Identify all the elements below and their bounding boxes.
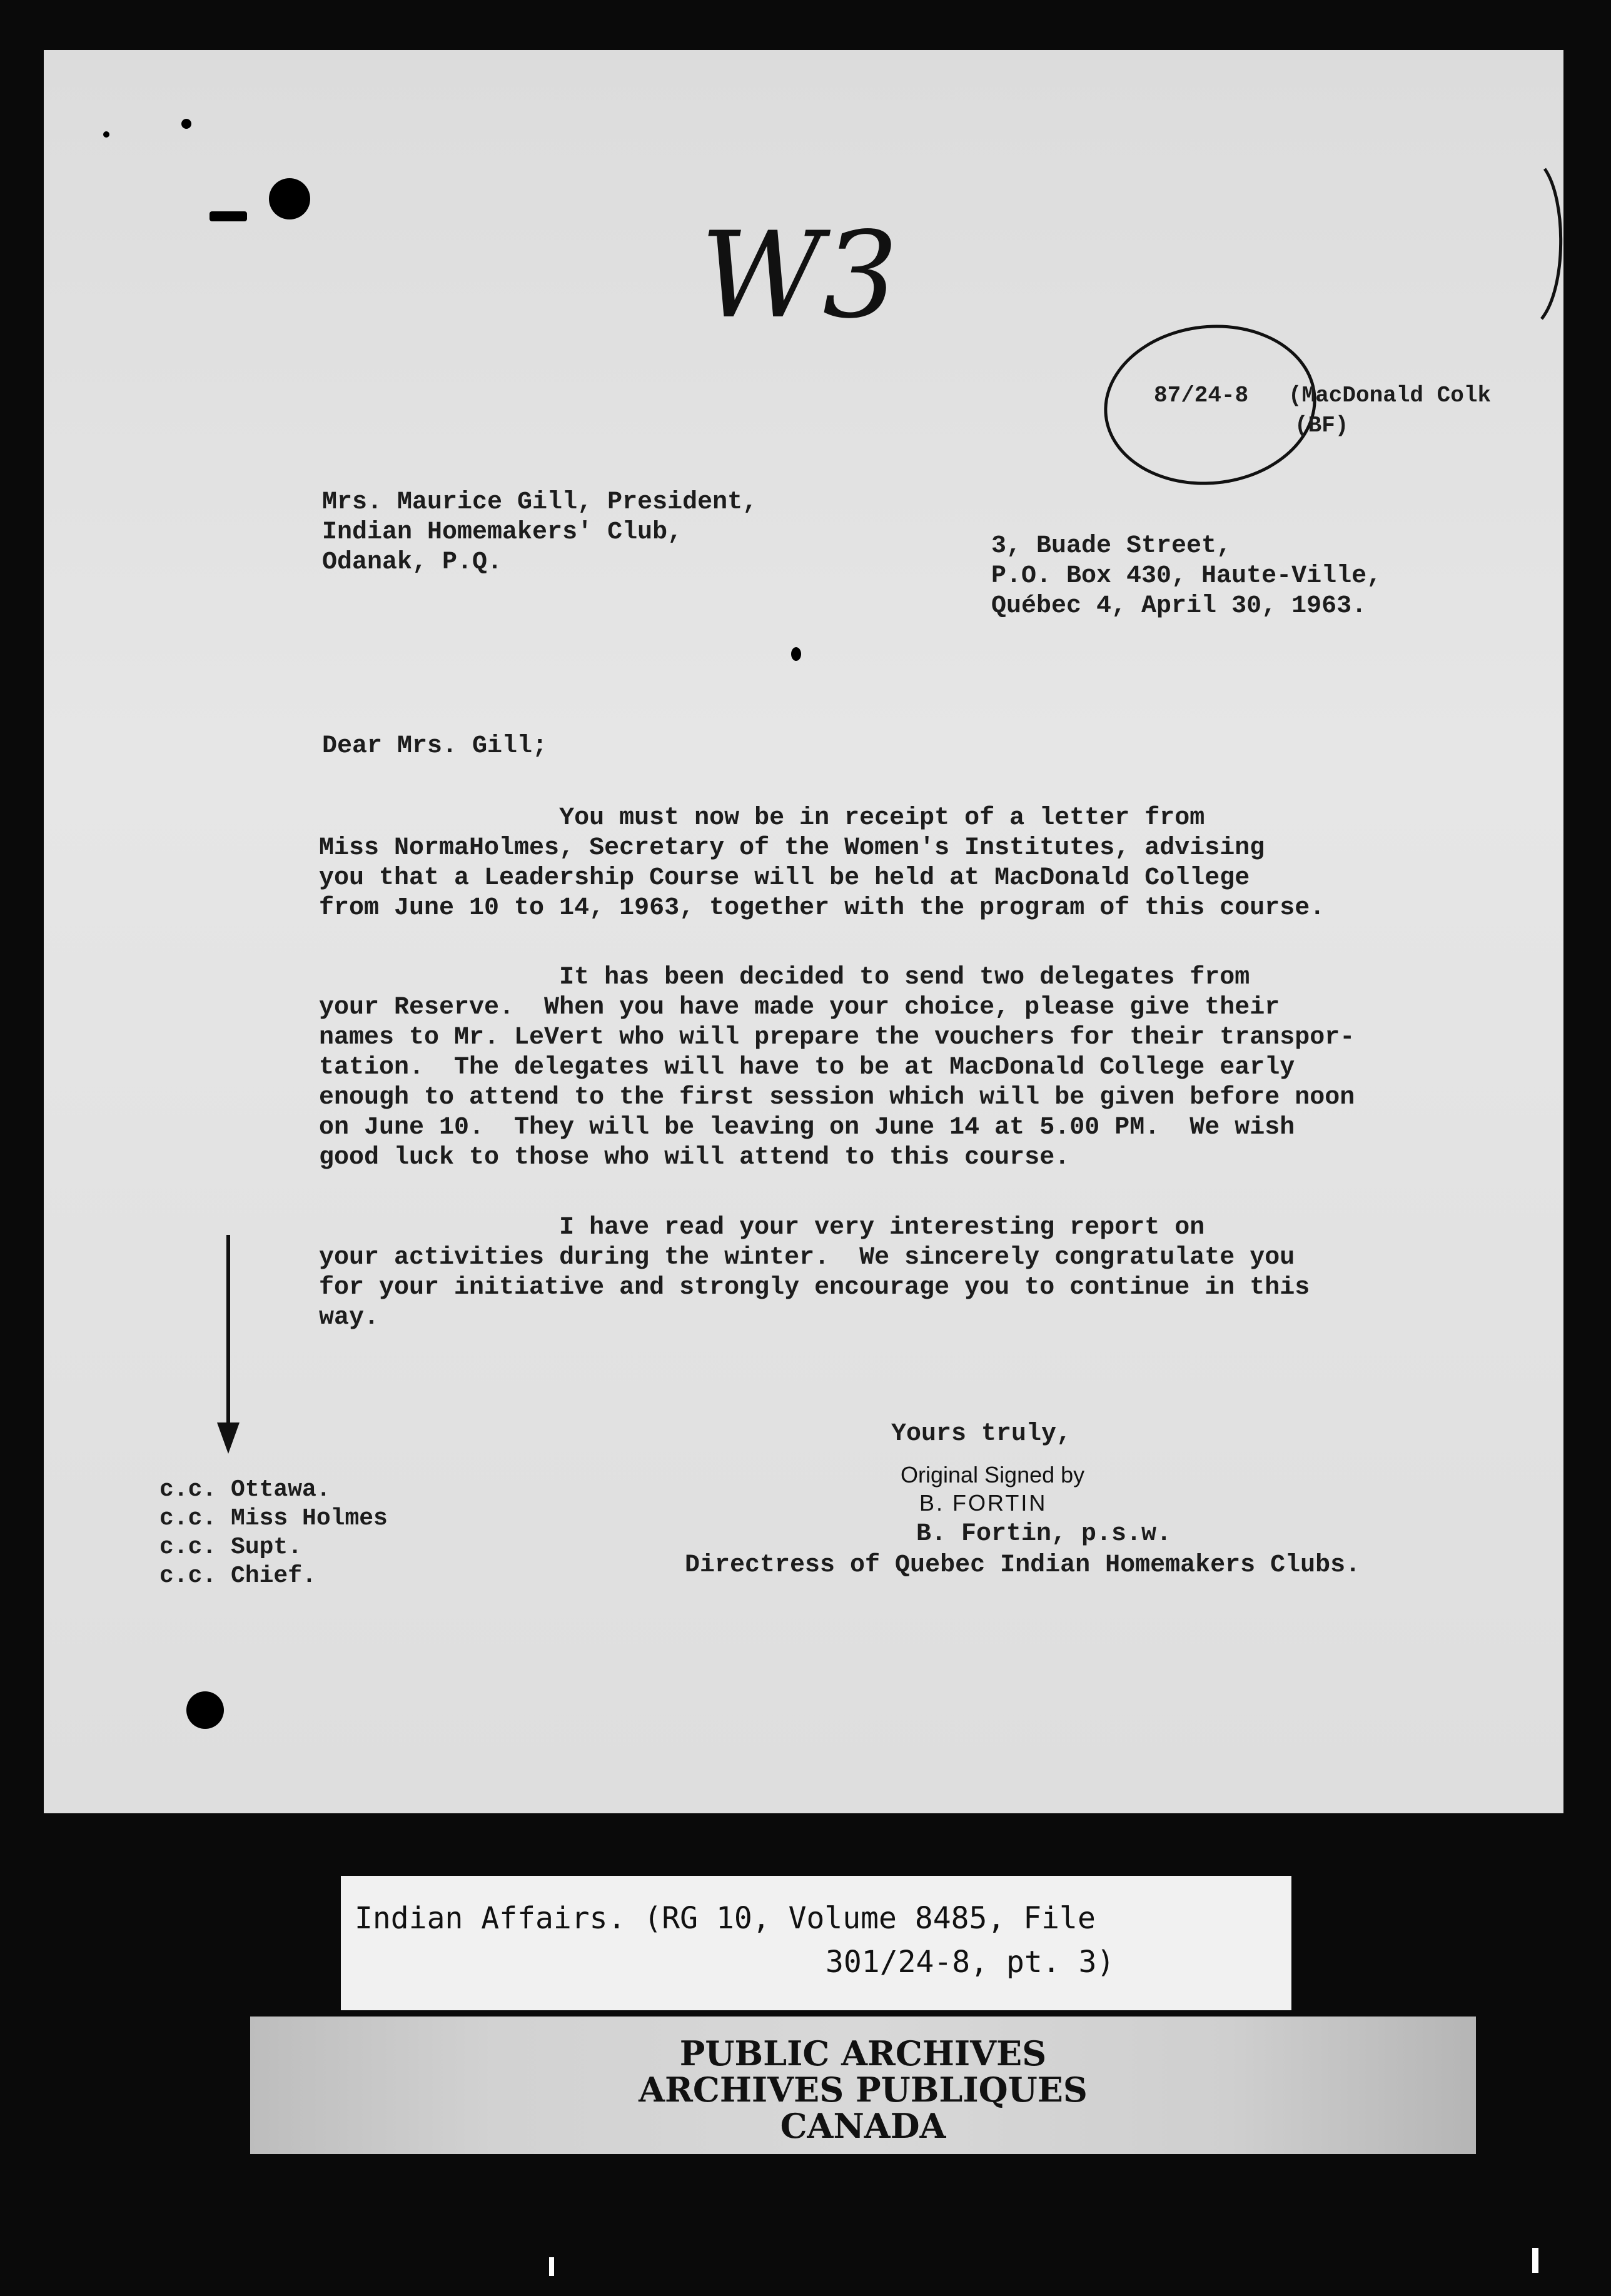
archive-label-card — [341, 1876, 1291, 2010]
film-speck — [549, 2257, 554, 2276]
body-line: from June 10 to 14, 1963, together with the program of this course. — [319, 894, 1325, 922]
body-paragraph-2 — [319, 963, 1495, 1173]
sender-address-line: P.O. Box 430, Haute-Ville, — [991, 562, 1382, 590]
valediction: Yours truly, — [891, 1420, 1072, 1448]
ink-speck — [181, 119, 191, 129]
body-line: your activities during the winter. We sincerely congratulate you — [319, 1244, 1295, 1272]
body-line: you that a Leadership Course will be held at MacDonald College — [319, 864, 1250, 892]
original-signed-stamp: Original Signed by — [901, 1462, 1085, 1488]
file-reference-note: (MacDonald Colk — [1288, 383, 1492, 408]
sender-address-line: 3, Buade Street, — [991, 532, 1232, 560]
body-line: for your initiative and strongly encourage you to continue in this — [319, 1274, 1310, 1302]
ink-speck — [103, 131, 109, 138]
file-reference-initials: (BF) — [1295, 413, 1349, 438]
file-reference-number: 87/24-8 — [1154, 383, 1249, 408]
salutation: Dear Mrs. Gill; — [322, 732, 548, 760]
cc-item: c.c. Supt. — [159, 1534, 303, 1561]
arrow-down-icon — [210, 1235, 247, 1460]
body-line: names to Mr. LeVert who will prepare the vouchers for their transpor- — [319, 1024, 1355, 1052]
recipient-line: Indian Homemakers' Club, — [322, 518, 683, 546]
body-line: I have read your very interesting report on — [319, 1214, 1205, 1242]
signatory-title: Directress of Quebec Indian Homemakers Clubs. — [685, 1551, 1361, 1579]
ink-speck — [791, 647, 801, 661]
cc-item: c.c. Miss Holmes — [159, 1505, 388, 1532]
ink-dash — [210, 211, 247, 221]
body-line: You must now be in receipt of a letter from — [319, 804, 1205, 832]
body-line: way. — [319, 1304, 380, 1332]
archives-stamp-line: ARCHIVES PUBLIQUES — [639, 2070, 1088, 2110]
recipient-line: Odanak, P.Q. — [322, 548, 503, 577]
body-line: It has been decided to send two delegates from — [319, 964, 1250, 992]
handwritten-mark: W3 — [700, 206, 899, 345]
cc-item: c.c. Ottawa. — [159, 1476, 331, 1503]
body-line: good luck to those who will attend to this course. — [319, 1144, 1070, 1172]
hole-punch — [186, 1691, 224, 1729]
film-speck — [1532, 2248, 1538, 2273]
cc-list — [159, 1476, 388, 1591]
body-line: on June 10. They will be leaving on June 14 at 5.00 PM. We wish — [319, 1114, 1295, 1142]
archive-label-line: 301/24-8, pt. 3) — [826, 1945, 1115, 1980]
cc-item: c.c. Chief. — [159, 1563, 316, 1589]
body-line: Miss NormaHolmes, Secretary of the Women's Institutes, advising — [319, 834, 1265, 862]
archives-stamp-strip — [250, 2017, 1476, 2154]
body-line: your Reserve. When you have made your choice, please give their — [319, 994, 1280, 1022]
bracket-mark — [1538, 163, 1576, 325]
body-paragraph-3 — [319, 1213, 1495, 1333]
body-paragraph-1 — [319, 803, 1495, 924]
letter-sheet — [44, 50, 1563, 1813]
archives-stamp-line: PUBLIC ARCHIVES — [679, 2033, 1047, 2073]
archive-label-line: Indian Affairs. (RG 10, Volume 8485, File — [355, 1901, 1096, 1936]
body-line: tation. The delegates will have to be at MacDonald College early — [319, 1054, 1295, 1082]
typed-signature-name: B. Fortin, p.s.w. — [916, 1520, 1172, 1548]
hole-punch — [269, 178, 310, 219]
signed-name-stamp: B. FORTIN — [919, 1490, 1048, 1516]
body-line: enough to attend to the first session which will be given before noon — [319, 1084, 1355, 1112]
recipient-line: Mrs. Maurice Gill, President, — [322, 488, 758, 516]
archives-stamp-line: CANADA — [780, 2106, 946, 2146]
sender-address-line: Québec 4, April 30, 1963. — [991, 592, 1367, 620]
